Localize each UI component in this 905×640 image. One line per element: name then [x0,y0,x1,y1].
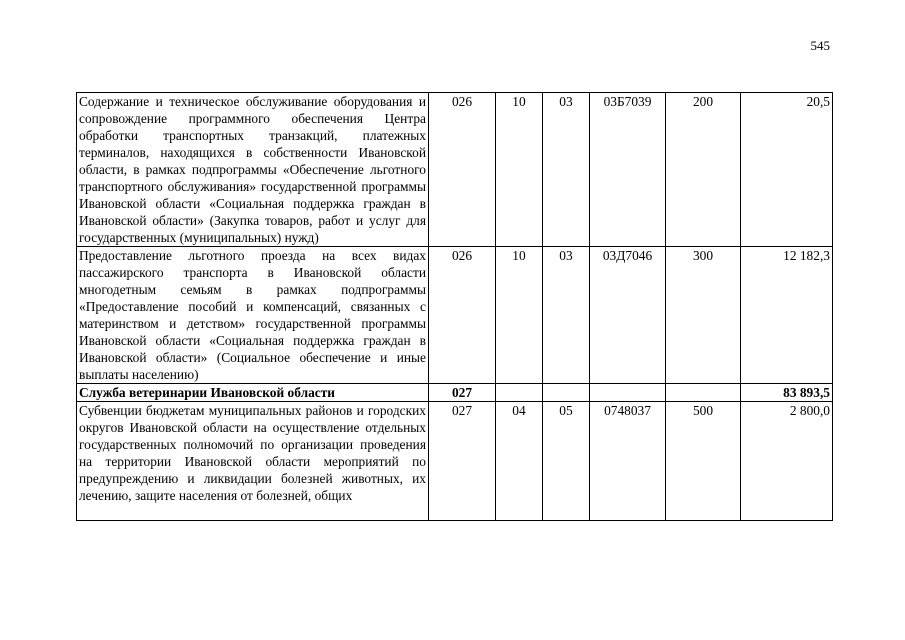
table-row-department [77,384,833,402]
department-code-cell: 027 [429,384,496,402]
table-row [77,402,833,521]
row-name-cell: Предоставление льготного проезда на всех видах пассажирского транспорта в Ивановской области многодетным семьям в рамках подпрограммы «Предоставление пособий и компенсаций, связанных с материнством и детством» государственной программы Ивановской области «Социальная поддержка граждан в Ивановской области» (Социальное обеспечение и иные выплаты населению) [77,247,429,384]
table-row [77,247,833,384]
department-name-cell: Служба ветеринарии Ивановской области [77,384,429,402]
budget-table [76,92,833,521]
page-number: 545 [810,38,830,53]
row-article-cell [590,384,666,402]
row-name-cell: Содержание и техническое обслуживание оборудования и сопровождение программного обеспечения Центра обработки транспортных транзакций, платежных терминалов, находящихся в собственности Ивановской области, в рамках подпрограммы «Обеспечение льготного транспортного обслуживания» государственной программы Ивановской области «Социальная поддержка граждан в Ивановской области» (Закупка товаров, работ и услуг для государственных (муниципальных) нужд) [77,93,429,247]
row-section-cell: 04 [496,402,543,521]
department-amount-cell: 83 893,5 [741,384,833,402]
row-code-cell: 027 [429,402,496,521]
row-subsection-cell: 05 [543,402,590,521]
row-subsection-cell: 03 [543,247,590,384]
row-article-cell: 03Д7046 [590,247,666,384]
row-amount-cell: 2 800,0 [741,402,833,521]
row-section-cell [496,384,543,402]
row-amount-cell: 12 182,3 [741,247,833,384]
row-section-cell: 10 [496,247,543,384]
table-row [77,93,833,247]
row-name-cell: Субвенции бюджетам муниципальных районов и городских округов Ивановской области на осуществление отдельных государственных полномочий по организации проведения на территории Ивановской области мероприятий по предупреждению и ликвидации болезней животных, их лечению, защите населения от болезней, общих [77,402,429,521]
row-code-cell: 026 [429,93,496,247]
row-subsection-cell: 03 [543,93,590,247]
row-expense-type-cell [666,384,741,402]
row-expense-type-cell: 200 [666,93,741,247]
row-code-cell: 026 [429,247,496,384]
row-article-cell: 0748037 [590,402,666,521]
row-expense-type-cell: 300 [666,247,741,384]
row-amount-cell: 20,5 [741,93,833,247]
row-subsection-cell [543,384,590,402]
row-article-cell: 03Б7039 [590,93,666,247]
row-section-cell: 10 [496,93,543,247]
row-expense-type-cell: 500 [666,402,741,521]
